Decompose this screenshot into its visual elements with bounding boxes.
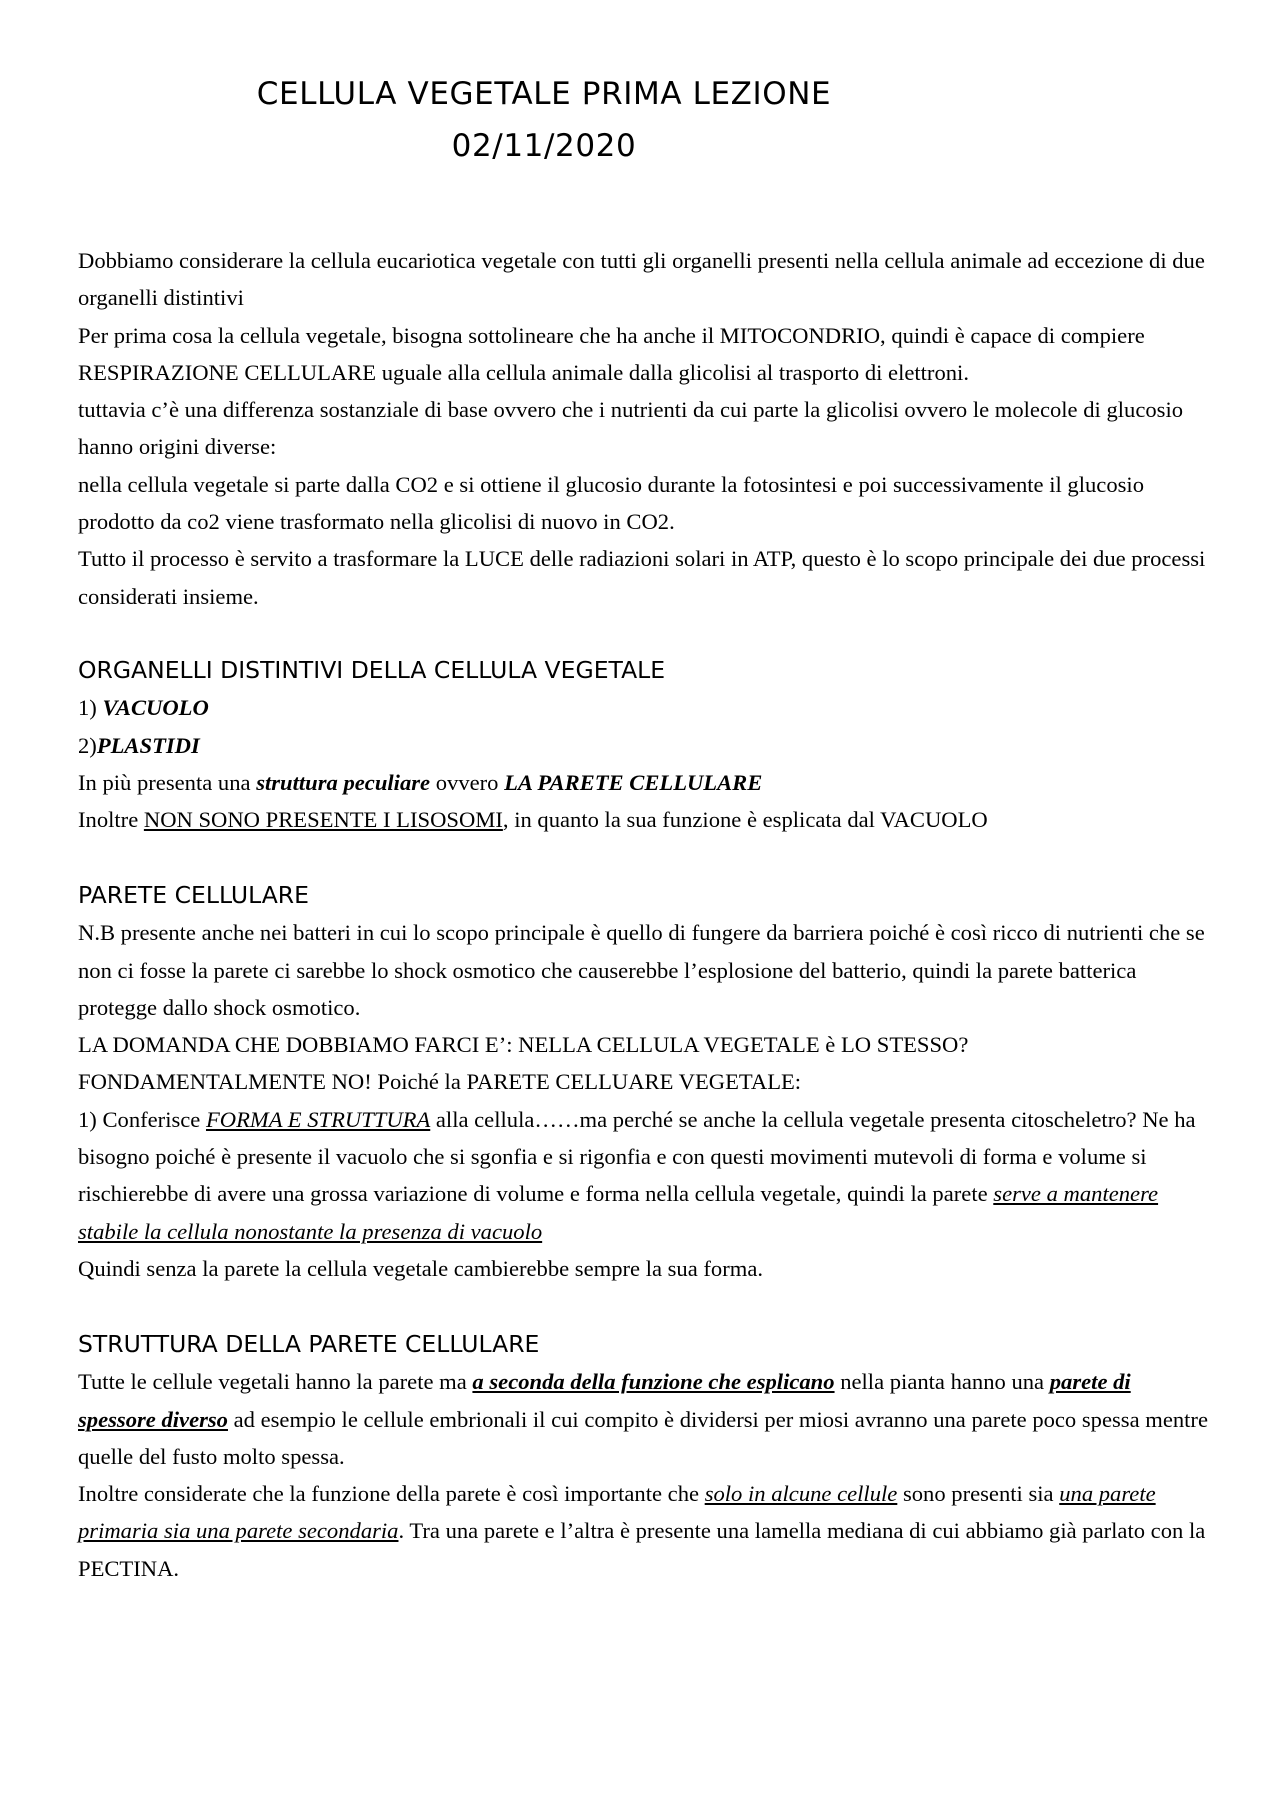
- organelli-heading: ORGANELLI DISTINTIVI DELLA CELLULA VEGETALE: [78, 656, 666, 684]
- intro-paragraph: tuttavia c’è una differenza sostanziale di base ovvero che i nutrienti da cui parte la glicolisi ovvero le molecole di glucosio hanno origini diverse:: [78, 397, 1184, 460]
- intro-paragraph: Tutto il processo è servito a trasformare la LUCE delle radiazioni solari in ATP, questo è lo scopo principale dei due processi considerati insieme.: [78, 546, 1206, 609]
- organelli-section: [78, 652, 1208, 838]
- plastidi-label: PLASTIDI: [96, 732, 200, 758]
- parete-section: [78, 877, 1208, 1287]
- intro-paragraph: Dobbiamo considerare la cellula eucariotica vegetale con tutti gli organelli presenti nella cellula animale ad eccezione di due organelli distintivi: [78, 248, 1205, 311]
- paragraph: Tutte le cellule vegetali hanno la parete ma a seconda della funzione che esplicano nella pianta hanno una parete di spessore diverso ad esempio le cellule embrionali il cui compito è dividersi per miosi avranno una parete poco spessa mentre quelle del fusto molto spessa.: [78, 1369, 1208, 1469]
- intro-paragraph: nella cellula vegetale si parte dalla CO2 e si ottiene il glucosio durante la fotosintesi e poi successivamente il glucosio prodotto da co2 viene trasformato nella glicolisi di nuovo in CO2.: [78, 471, 1144, 535]
- paragraph: 1) Conferisce FORMA E STRUTTURA alla cellula……ma perché se anche la cellula vegetale presenta citoscheletro? Ne ha bisogno poiché è presente il vacuolo che si sgonfia e si rigonfia e con questi movimenti mutevoli di forma e volume si rischierebbe di avere una grossa variazione di volume e forma nella cellula vegetale, quindi la parete serve a mantenere stabile la cellula nonostante la presenza di vacuolo: [78, 1106, 1196, 1244]
- paragraph: FONDAMENTALMENTE NO! Poiché la PARETE CELLUARE VEGETALE:: [78, 1069, 802, 1095]
- parete-heading: PARETE CELLULARE: [78, 881, 309, 909]
- intro-paragraph: Per prima cosa la cellula vegetale, bisogna sottolineare che ha anche il MITOCONDRIO, quindi è capace di compiere RESPIRAZIONE CELLULARE uguale alla cellula animale dalla glicolisi al trasporto di elettroni.: [78, 322, 1145, 385]
- vacuolo-label: VACUOLO: [102, 695, 209, 721]
- list-item: 2)PLASTIDI: [78, 732, 200, 758]
- paragraph: N.B presente anche nei batteri in cui lo scopo principale è quello di fungere da barriera poiché è così ricco di nutrienti che se non ci fosse la parete ci sarebbe lo shock osmotico che causerebbe l’esplosione del batterio, quindi la parete batterica protegge dallo shock osmotico.: [78, 920, 1205, 1020]
- paragraph: Quindi senza la parete la cellula vegetale cambierebbe sempre la sua forma.: [78, 1255, 764, 1281]
- page-title: CELLULA VEGETALE PRIMA LEZIONE: [256, 76, 832, 112]
- paragraph: In più presenta una struttura peculiare ovvero LA PARETE CELLULARE: [78, 769, 763, 795]
- intro-section: [78, 242, 1208, 615]
- struttura-section: [78, 1326, 1208, 1587]
- struttura-heading: STRUTTURA DELLA PARETE CELLULARE: [78, 1330, 540, 1358]
- paragraph: LA DOMANDA CHE DOBBIAMO FARCI E’: NELLA CELLULA VEGETALE è LO STESSO?: [78, 1032, 969, 1058]
- page-date: 02/11/2020: [451, 128, 637, 164]
- paragraph: Inoltre considerate che la funzione della parete è così importante che solo in alcune cellule sono presenti sia una parete primaria sia una parete secondaria. Tra una parete e l’altra è presente una lamella mediana di cui abbiamo già parlato con la PECTINA.: [78, 1481, 1206, 1581]
- list-item: 1) VACUOLO: [78, 695, 209, 721]
- paragraph: Inoltre NON SONO PRESENTE I LISOSOMI, in quanto la sua funzione è esplicata dal VACUOLO: [78, 807, 988, 833]
